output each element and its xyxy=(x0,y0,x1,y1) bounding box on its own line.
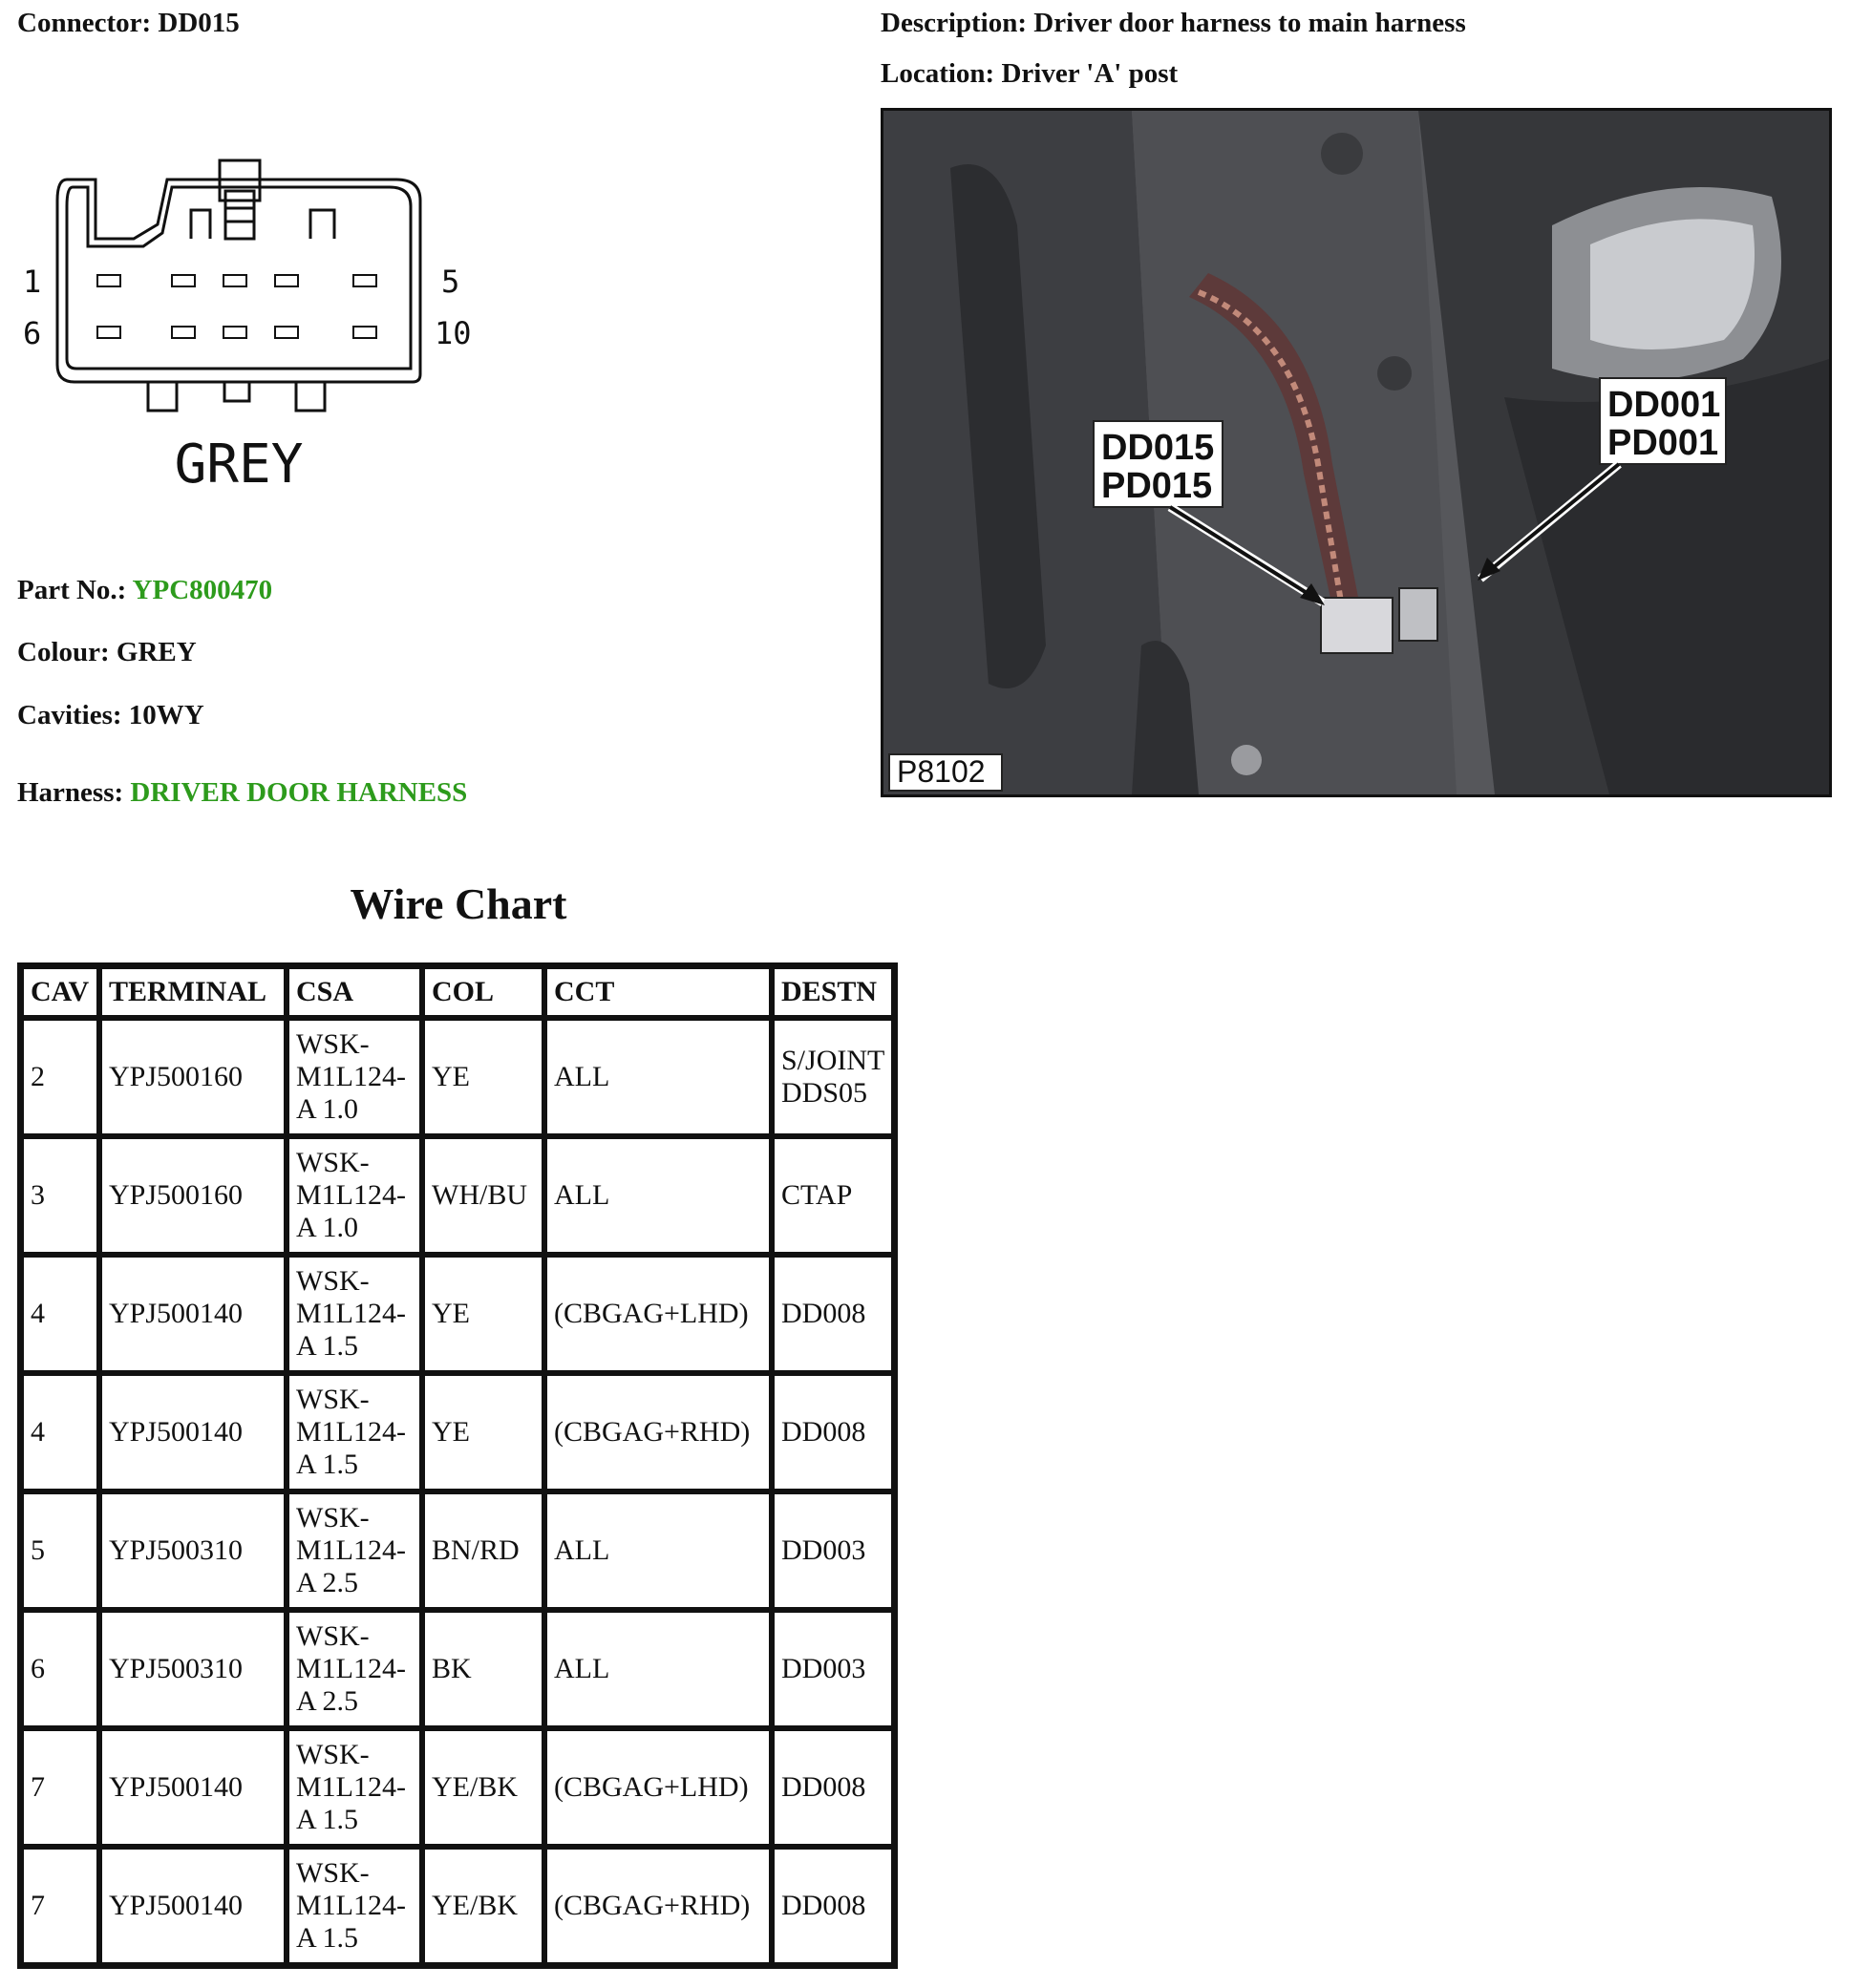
connector-value: DD015 xyxy=(158,8,240,38)
column-header-terminal: TERMINAL xyxy=(99,966,287,1018)
csa-cell: WSK-M1L124-A 1.5 xyxy=(287,1255,422,1373)
terminal-cell: YPJ500160 xyxy=(99,1018,287,1136)
destn-cell: DD008 xyxy=(772,1728,894,1847)
location-line xyxy=(881,58,1178,90)
location-label: Location: xyxy=(881,58,995,89)
location-value: Driver 'A' post xyxy=(1001,58,1179,89)
col-cell: YE/BK xyxy=(422,1728,544,1847)
col-cell: YE xyxy=(422,1255,544,1373)
cct-cell: ALL xyxy=(544,1136,772,1255)
cct-cell: (CBGAG+RHD) xyxy=(544,1373,772,1491)
callout-pd015: PD015 xyxy=(1101,466,1213,506)
part-number-label: Part No.: xyxy=(17,575,127,605)
column-header-csa: CSA xyxy=(287,966,422,1018)
cct-cell: (CBGAG+LHD) xyxy=(544,1255,772,1373)
terminal-cell: YPJ500140 xyxy=(99,1255,287,1373)
column-header-col: COL xyxy=(422,966,544,1018)
table-row xyxy=(21,1728,894,1847)
cav-cell: 6 xyxy=(21,1610,99,1728)
colour-label: Colour: xyxy=(17,637,110,667)
csa-cell: WSK-M1L124-A 1.0 xyxy=(287,1136,422,1255)
destn-cell: DD008 xyxy=(772,1373,894,1491)
csa-cell: WSK-M1L124-A 1.0 xyxy=(287,1018,422,1136)
harness-line xyxy=(17,777,467,809)
table-row xyxy=(21,1491,894,1610)
csa-cell: WSK-M1L124-A 1.5 xyxy=(287,1847,422,1965)
col-cell: YE xyxy=(422,1018,544,1136)
part-number-link[interactable]: YPC800470 xyxy=(132,575,273,605)
terminal-cell: YPJ500140 xyxy=(99,1847,287,1965)
cct-cell: ALL xyxy=(544,1018,772,1136)
terminal-cell: YPJ500310 xyxy=(99,1610,287,1728)
table-row xyxy=(21,1847,894,1965)
destn-cell: DD008 xyxy=(772,1255,894,1373)
cavities-value: 10WY xyxy=(128,700,204,730)
col-cell: YE/BK xyxy=(422,1847,544,1965)
description-label: Description: xyxy=(881,8,1028,38)
table-row xyxy=(21,1610,894,1728)
cav-cell: 4 xyxy=(21,1373,99,1491)
harness-link[interactable]: DRIVER DOOR HARNESS xyxy=(130,777,468,808)
cavities-line xyxy=(17,700,204,731)
figure-id: P8102 xyxy=(897,754,986,789)
colour-value: GREY xyxy=(116,637,197,667)
terminal-cell: YPJ500160 xyxy=(99,1136,287,1255)
table-row xyxy=(21,1255,894,1373)
pin-label-5: 5 xyxy=(441,264,460,300)
column-header-cav: CAV xyxy=(21,966,99,1018)
cav-cell: 3 xyxy=(21,1136,99,1255)
connector-in-photo xyxy=(1321,598,1393,653)
pin-label-1: 1 xyxy=(23,264,42,300)
terminal-cell: YPJ500140 xyxy=(99,1728,287,1847)
csa-cell: WSK-M1L124-A 1.5 xyxy=(287,1373,422,1491)
description-value: Driver door harness to main harness xyxy=(1033,8,1466,38)
pin-label-10: 10 xyxy=(435,315,472,351)
csa-cell: WSK-M1L124-A 1.5 xyxy=(287,1728,422,1847)
destn-cell: S/JOINT DDS05 xyxy=(772,1018,894,1136)
terminal-cell: YPJ500310 xyxy=(99,1491,287,1610)
destn-cell: DD003 xyxy=(772,1491,894,1610)
colour-caption: GREY xyxy=(174,434,304,496)
cct-cell: (CBGAG+LHD) xyxy=(544,1728,772,1847)
wire-chart-title: Wire Chart xyxy=(350,879,567,928)
column-header-cct: CCT xyxy=(544,966,772,1018)
colour-line xyxy=(17,637,197,668)
cav-cell: 7 xyxy=(21,1847,99,1965)
destn-cell: DD008 xyxy=(772,1847,894,1965)
cct-cell: ALL xyxy=(544,1610,772,1728)
connector-line xyxy=(17,8,240,39)
connector-label: Connector: xyxy=(17,8,152,38)
cct-cell: (CBGAG+RHD) xyxy=(544,1847,772,1965)
description-line xyxy=(881,8,1466,39)
location-photo xyxy=(881,108,1832,797)
wire-chart-table xyxy=(17,962,898,1969)
csa-cell: WSK-M1L124-A 2.5 xyxy=(287,1491,422,1610)
col-cell: BN/RD xyxy=(422,1491,544,1610)
table-row xyxy=(21,1018,894,1136)
part-number-line xyxy=(17,575,272,606)
col-cell: WH/BU xyxy=(422,1136,544,1255)
callout-dd015: DD015 xyxy=(1101,428,1215,468)
cav-cell: 4 xyxy=(21,1255,99,1373)
harness-label: Harness: xyxy=(17,777,124,808)
col-cell: YE xyxy=(422,1373,544,1491)
cav-cell: 5 xyxy=(21,1491,99,1610)
cav-cell: 7 xyxy=(21,1728,99,1847)
table-header-row xyxy=(21,966,894,1018)
cav-cell: 2 xyxy=(21,1018,99,1136)
col-cell: BK xyxy=(422,1610,544,1728)
connector-face-diagram xyxy=(10,153,487,516)
destn-cell: CTAP xyxy=(772,1136,894,1255)
cavities-label: Cavities: xyxy=(17,700,122,730)
callout-pd001: PD001 xyxy=(1607,423,1719,463)
table-row xyxy=(21,1136,894,1255)
table-row xyxy=(21,1373,894,1491)
terminal-cell: YPJ500140 xyxy=(99,1373,287,1491)
connector-outline xyxy=(57,180,420,382)
pin-label-6: 6 xyxy=(23,315,42,351)
destn-cell: DD003 xyxy=(772,1610,894,1728)
cct-cell: ALL xyxy=(544,1491,772,1610)
callout-dd001: DD001 xyxy=(1607,385,1721,425)
csa-cell: WSK-M1L124-A 2.5 xyxy=(287,1610,422,1728)
column-header-destn: DESTN xyxy=(772,966,894,1018)
